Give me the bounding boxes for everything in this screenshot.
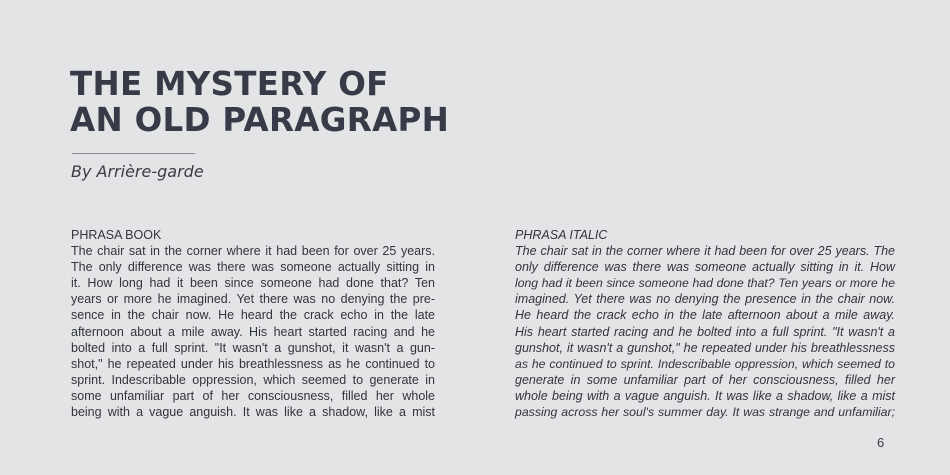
right-column-line: whole being with a vague anguish. It was like a shadow, like a mist xyxy=(515,388,895,403)
left-column-heading: PHRASA BOOK xyxy=(71,228,162,242)
right-text-column xyxy=(515,227,895,420)
left-column-line: The only difference was there was someone actually sitting in xyxy=(71,260,435,275)
byline: By Arrière-garde xyxy=(71,162,204,181)
left-column-line: years or more he imagined. Yet there was no denying the pre- xyxy=(71,292,435,307)
left-column-line: afternoon about a mile away. His heart started racing and he xyxy=(71,324,435,339)
right-column-heading: PHRASA ITALIC xyxy=(515,228,608,242)
left-column-line: The chair sat in the corner where it had been for over 25 years. xyxy=(71,244,435,259)
page-number: 6 xyxy=(877,435,885,450)
page-title xyxy=(70,66,449,138)
right-column-line: only difference was there was someone actually sitting in it. How xyxy=(515,260,895,275)
left-column-line: bolted into a full sprint. "It wasn't a gunshot, it wasn't a gun- xyxy=(71,340,435,355)
left-column-line: some unfamiliar part of her consciousness, filled her whole xyxy=(71,388,435,403)
title-line-1: THE MYSTERY OF xyxy=(70,65,389,103)
right-column-line: gunshot, it wasn't a gunshot," he repeated under his breathlessness xyxy=(515,340,895,355)
title-line-2: AN OLD PARAGRAPH xyxy=(70,101,450,139)
right-column-line: His heart started racing and he bolted into a full sprint. "It wasn't a xyxy=(515,324,895,339)
right-column-line: The chair sat in the corner where it had been for over 25 years. The xyxy=(515,244,895,259)
left-column-line: sprint. Indescribable oppression, which seemed to generate in xyxy=(71,372,435,387)
left-column-line: being with a vague anguish. It was like a shadow, like a mist xyxy=(71,405,435,420)
left-column-line: shot," he repeated under his breathlessness as he continued to xyxy=(71,356,435,371)
right-column-line: He heard the crack echo in the late afternoon about a mile away. xyxy=(515,308,895,323)
right-column-line: imagined. Yet there was no denying the presence in the chair now. xyxy=(515,292,895,307)
right-column-line: passing across her soul's summer day. It was strange and unfamiliar; xyxy=(515,405,895,420)
title-divider xyxy=(72,153,195,154)
right-column-line: long had it been since someone had done that? Ten years or more he xyxy=(515,276,895,291)
right-column-line: as he continued to sprint. Indescribable oppression, which seemed to xyxy=(515,356,895,371)
left-text-column xyxy=(71,227,435,420)
left-column-line: sence in the chair now. He heard the crack echo in the late xyxy=(71,308,435,323)
right-column-line: generate in some unfamiliar part of her consciousness, filled her xyxy=(515,372,895,387)
left-column-line: it. How long had it been since someone had done that? Ten xyxy=(71,276,435,291)
